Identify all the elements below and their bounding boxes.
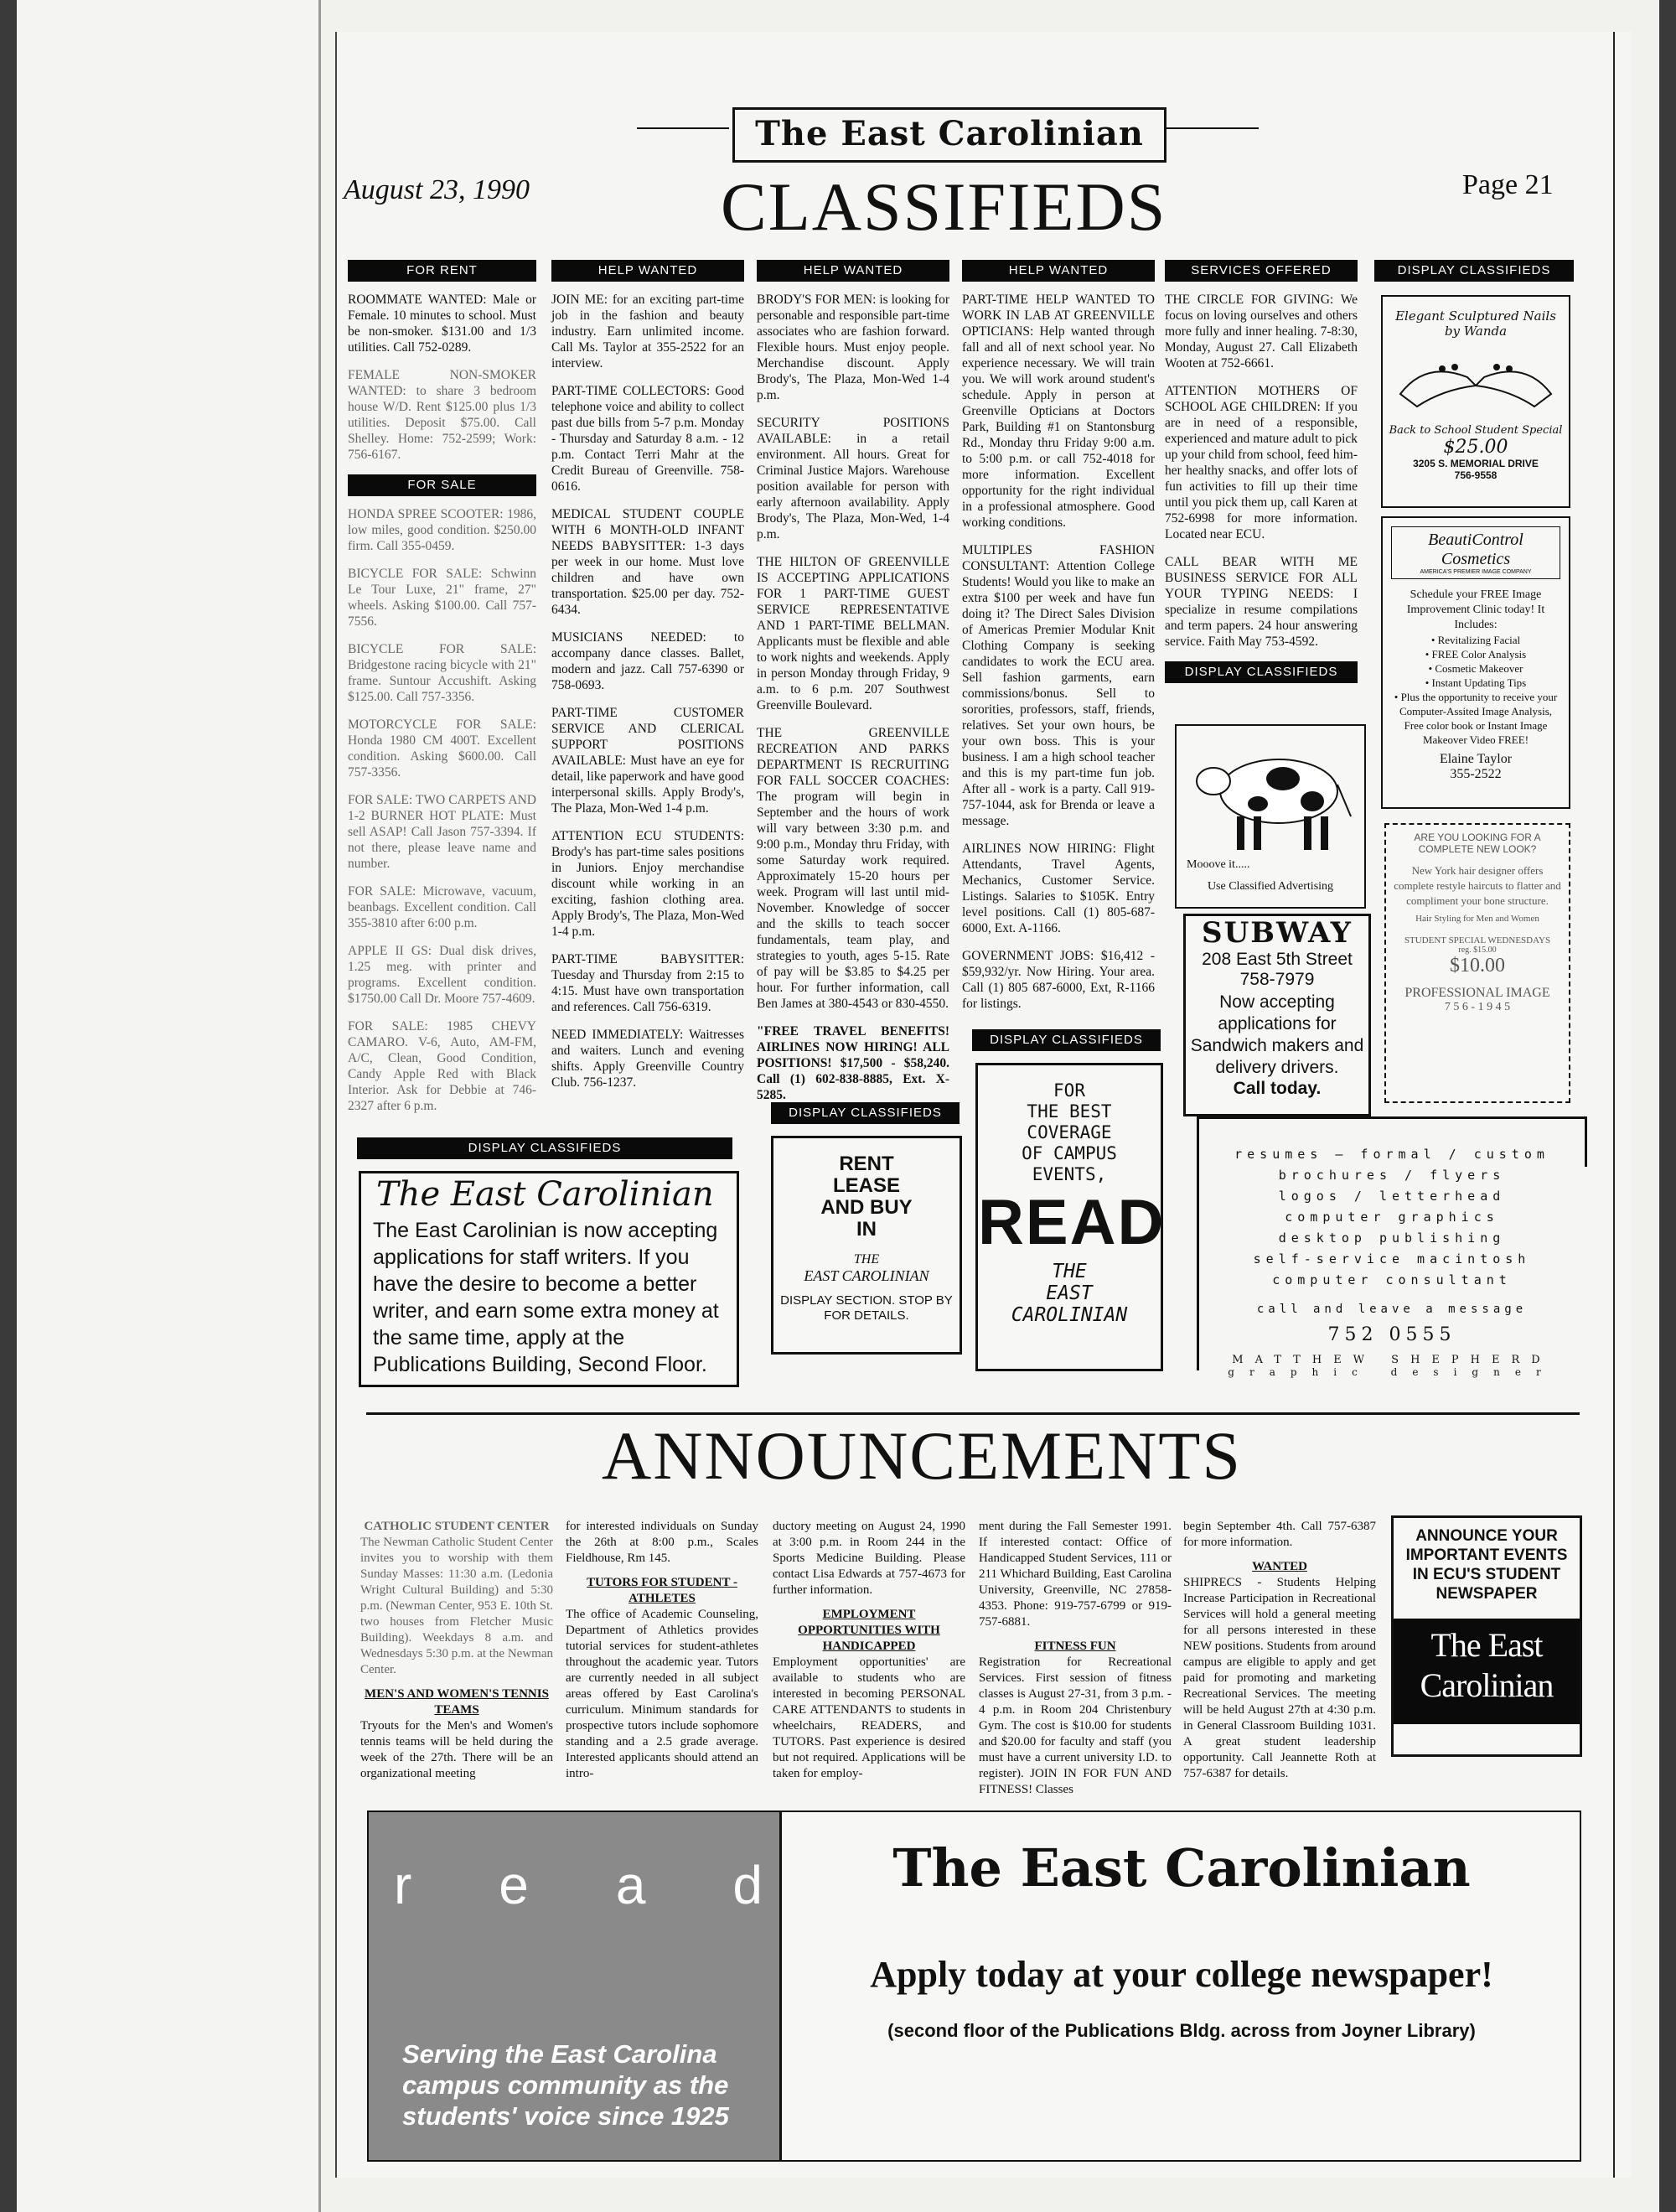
subway-body: Now accepting applications for Sandwich makers and delivery drivers. <box>1190 992 1364 1077</box>
issue-date: August 23, 1990 <box>344 174 530 205</box>
read-letters <box>394 1854 763 1916</box>
nails-ad <box>1381 295 1570 508</box>
bc-list-item: • Revitalizing Facial <box>1430 634 1521 646</box>
announcement-heading: MEN'S AND WOMEN'S TENNIS TEAMS <box>365 1687 549 1717</box>
classified-ad: JOIN ME: for an exciting part-time job in the fashion and beauty industry. Earn unlimited income. Call Ms. Taylor at 355-2522 for an interview. <box>551 293 744 370</box>
section-divider <box>366 1412 1580 1415</box>
nails-special: Back to School Student Special <box>1389 424 1563 437</box>
bc-list-item: • FREE Color Analysis <box>1425 648 1527 660</box>
display-classifieds-label: DISPLAY CLASSIFIEDS <box>357 1137 732 1159</box>
announce-text: ANNOUNCE YOUR IMPORTANT EVENTS IN ECU'S STUDENT NEWSPAPER <box>1405 1527 1568 1603</box>
announcement-column <box>566 1519 758 1790</box>
classified-ad: PART-TIME CUSTOMER SERVICE AND CLERICAL SUPPORT POSITIONS AVAILABLE: Must have an eye for detail, like paperwork and have good interpersonal skills. Apply Brody's, The Plaza, Mon-Wed 1-4 p.m. <box>551 706 744 816</box>
announcement-text: ment during the Fall Semester 1991. If interested contact: Office of Handicapped Student Services, 111 or 211 Whichard Building, East Carolina University, Greenville, NC 27858-4353. Phone: 919-757-6799 or 919-757-6881. <box>979 1520 1172 1629</box>
section-title: CLASSIFIEDS <box>721 168 1167 245</box>
resume-line: brochures / flyers <box>1278 1168 1506 1183</box>
column-for-rent <box>348 260 536 1126</box>
announcement-heading: EMPLOYMENT OPPORTUNITIES WITH HANDICAPPED <box>798 1608 940 1653</box>
classified-ad: THE HILTON OF GREENVILLE IS ACCEPTING APPLICATIONS FOR 1 PART-TIME GUEST SERVICE REPRESENTATIVE AND 1 PART-TIME BELLMAN. Applicants must be flexible and able to work nights and weekends. Apply in person Monday through Friday, 9 a.m. to 6 p.m. 207 Southwest Greenville Boulevard. <box>757 555 949 712</box>
cow-caption-2: Use Classified Advertising <box>1207 880 1334 893</box>
subway-title: SUBWAY <box>1202 916 1353 950</box>
designer-name: MATTHEW SHEPHERD <box>1232 1354 1552 1366</box>
announcement-heading: WANTED <box>1252 1560 1307 1573</box>
bc-list-item: • Instant Updating Tips <box>1425 676 1527 689</box>
bc-list <box>1383 633 1569 747</box>
read-letter: e <box>499 1855 529 1915</box>
announcement-heading: TUTORS FOR STUDENT - ATHLETES <box>587 1576 737 1605</box>
read-panel <box>369 1812 779 2160</box>
classified-ad: FEMALE NON-SMOKER WANTED: to share 3 bedroom house W/D. Rent $125.00 plus 1/3 utilities. Deposit $75.00. Call Shelley. Home: 752-2599; Work: 756-6167. <box>348 368 536 462</box>
announce-logo-line-1: The East <box>1430 1626 1543 1664</box>
nails-by: by Wanda <box>1444 324 1508 339</box>
nails-price: $25.00 <box>1443 437 1508 458</box>
masthead-rule-right <box>1166 127 1259 129</box>
bc-name: Elaine Taylor <box>1439 752 1513 766</box>
look-special: STUDENT SPECIAL WEDNESDAYS <box>1404 935 1551 945</box>
nails-address: 3205 S. MEMORIAL DRIVE <box>1413 458 1539 469</box>
cow-illustration <box>1187 733 1354 858</box>
staff-writers-ad <box>359 1171 739 1387</box>
look-headline: ARE YOU LOOKING FOR A COMPLETE NEW LOOK? <box>1414 831 1541 855</box>
resume-line: logos / letterhead <box>1278 1189 1506 1204</box>
display-classifieds-label: DISPLAY CLASSIFIEDS <box>771 1102 960 1124</box>
section-header: FOR RENT <box>348 260 536 282</box>
footer-where: (second floor of the Publications Bldg. across from Joyner Library) <box>887 2020 1476 2041</box>
best-paper-2: CAROLINIAN <box>1011 1304 1128 1326</box>
classified-ad: CALL BEAR WITH ME BUSINESS SERVICE FOR ALL YOUR TYPING NEEDS: I specialize in resume compilations and term papers. 24 hour answering service. Faith May 753-4592. <box>1165 555 1358 649</box>
rent-line-1: RENT <box>839 1153 894 1175</box>
section-header: DISPLAY CLASSIFIEDS <box>1374 260 1574 282</box>
classified-ad: PART-TIME HELP WANTED TO WORK IN LAB AT GREENVILLE OPTICIANS: Help wanted through fall and all of next school year. No experience necessary. We will train you. We will work around student's schedule. Apply in person at Greenville Opticians at Doctors Park, Building #1 on Stantonsburg Rd., Monday thru Friday 9:00 a.m. to 5:00 p.m. or call 752-4018 for more information. Excellent opportunity for the right individual in a professional atmosphere. Good working conditions. <box>962 293 1155 530</box>
best-line-3: COVERAGE <box>1027 1122 1112 1142</box>
bc-list-item: • Plus the opportunity to receive your Computer-Assited Image Analysis, Free color book or Instant Image Makeover Video FREE! <box>1394 691 1558 746</box>
classified-ad: FOR SALE: 1985 CHEVY CAMARO. V-6, Auto, AM-FM, A/C, Clean, Good Condition, Candy Apple Red with Black Interior. Ask for Debbie at 746-2327 after 6 p.m. <box>348 1019 536 1113</box>
announcement-text: ductory meeting on August 24, 1990 at 3:00 p.m. in Room 244 in the Sports Medicine Building. Please contact Lisa Edwards at 757-4673 for further information. <box>773 1520 965 1597</box>
classified-ad: FOR SALE: Microwave, vacuum, beanbags. Excellent condition. Call 355-3810 after 6:00 p.m. <box>348 884 536 930</box>
announce-logo <box>1394 1619 1580 1724</box>
classified-ad: GOVERNMENT JOBS: $16,412 - $59,932/yr. Now Hiring. Your area. Call (1) 805 687-6000, Ext, R-1166 for listings. <box>962 949 1155 1011</box>
announcement-text: for interested individuals on Sunday the 26th at 8:00 p.m., Scales Fieldhouse, Rm 145. <box>566 1520 758 1565</box>
section-header: HELP WANTED <box>757 260 949 282</box>
beauticontrol-ad <box>1381 516 1570 809</box>
classified-ad: MUSICIANS NEEDED: to accompany dance classes. Ballet, modern and jazz. Call 757-6390 or 758-0693. <box>551 630 744 692</box>
best-paper-1: EAST <box>1046 1282 1093 1304</box>
right-rule <box>1613 32 1615 2178</box>
announcement-column <box>360 1519 553 1790</box>
rent-line-3: AND BUY <box>820 1196 913 1219</box>
announcement-text: Tryouts for the Men's and Women's tennis teams will be held during the week of the 27th. There will be an organizational meeting <box>360 1719 553 1780</box>
classified-ad: PART-TIME BABYSITTER: Tuesday and Thursday from 2:15 to 4:15. Must have own transportation and references. Call 756-6319. <box>551 952 744 1014</box>
page-number: Page 21 <box>1462 169 1554 200</box>
bc-logo <box>1391 526 1560 579</box>
read-letter: d <box>732 1855 763 1915</box>
cow-caption-1: Mooove it..... <box>1187 858 1250 871</box>
best-coverage-ad <box>975 1063 1166 1371</box>
resume-services <box>1199 1144 1585 1291</box>
serving-tagline: Serving the East Carolina campus community as the students' voice since 1925 <box>402 2039 729 2131</box>
resume-line: desktop publishing <box>1278 1230 1506 1246</box>
read-letter: a <box>615 1855 646 1915</box>
best-read: READ <box>978 1187 1166 1258</box>
classified-ad: NEED IMMEDIATELY: Waitresses and waiters. Lunch and evening shifts. Apply Greenville Country Club. 756-1237. <box>551 1028 744 1090</box>
read-letter: r <box>394 1855 412 1915</box>
best-line-5: EVENTS, <box>1032 1164 1107 1184</box>
announcement-heading: CATHOLIC STUDENT CENTER <box>364 1520 550 1533</box>
classified-ad: BRODY'S FOR MEN: is looking for personable and responsible part-time associates who are fashion forward. Flexible hours. Must enjoy people. Merchandise discount. Apply Brody's, The Plaza, Mon-Wed 1-4 p.m. <box>757 293 949 402</box>
classified-ad: "FREE TRAVEL BENEFITS! AIRLINES NOW HIRING! ALL POSITIONS! $17,500 - $58,240. Call (1) 602-838-8885, Ext. X-5285. <box>757 1024 949 1102</box>
section-header: DISPLAY CLASSIFIEDS <box>1165 661 1358 683</box>
masthead: The East Carolinian <box>732 107 1166 163</box>
best-line-4: OF CAMPUS <box>1022 1143 1117 1163</box>
section-header: HELP WANTED <box>551 260 744 282</box>
classified-ad: HONDA SPREE SCOOTER: 1986, low miles, good condition. $250.00 firm. Call 355-0459. <box>348 507 536 553</box>
best-the: THE <box>1052 1261 1087 1282</box>
cow-ad <box>1175 724 1366 909</box>
section-header: SERVICES OFFERED <box>1165 260 1358 282</box>
rent-footer: DISPLAY SECTION. STOP BY FOR DETAILS. <box>780 1293 953 1323</box>
best-line-2: THE BEST <box>1027 1101 1112 1122</box>
announcement-text: The Newman Catholic Student Center invites you to worship with them Sunday Masses: 11:30 a.m. (Ledonia Wright Cultural Building) and 5:30 p.m. (Newman Center, 953 E. 10th St. two houses from Fletcher Music Building). Weekdays 8 a.m. and Wednesdays 5:30 p.m. at the Newman Center. <box>360 1536 553 1676</box>
bc-phone: 355-2522 <box>1450 767 1502 781</box>
look-regular-price: reg. $15.00 <box>1458 945 1497 955</box>
ad-corner-mark <box>1585 1116 1587 1167</box>
nails-title: Elegant Sculptured Nails <box>1395 308 1556 324</box>
look-name: PROFESSIONAL IMAGE <box>1404 986 1550 1000</box>
subway-address: 208 East 5th Street <box>1202 950 1353 969</box>
classified-ad: BICYCLE FOR SALE: Bridgestone racing bicycle with 21" frame. Suntour Accushift. Asking $125.00. Call 757-3356. <box>348 642 536 704</box>
rent-paper: EAST CAROLINIAN <box>804 1267 929 1284</box>
classified-ad: ATTENTION MOTHERS OF SCHOOL AGE CHILDREN: If you are in need of a responsible, experienced and mature adult to pick up your child from school, feed him-her healthy snacks, and offer lots of fun activities to fill up their time until you pick them up, call Karen at 752-6998 for more information. Located near ECU. <box>1165 384 1358 541</box>
section-header: HELP WANTED <box>962 260 1155 282</box>
classified-ad: MEDICAL STUDENT COUPLE WITH 6 MONTH-OLD INFANT NEEDS BABYSITTER: 1-3 days per week in our home. Must love children and have own transportation. $25.00 per day. 752-6434. <box>551 507 744 617</box>
announcement-column <box>773 1519 965 1790</box>
resume-call: call and leave a message <box>1256 1303 1528 1316</box>
bc-subtitle: AMERICA'S PREMIER IMAGE COMPANY <box>1420 569 1532 575</box>
subway-ad <box>1183 914 1371 1116</box>
look-body: New York hair designer offers complete restyle haircuts to flatter and compliment your bone structure. <box>1394 864 1561 907</box>
staff-ad-body: The East Carolinian is now accepting applications for staff writers. If you have the desire to become a better writer, and earn some extra money at the same time, apply at the Publications Building, Second Floor. <box>373 1219 719 1376</box>
rent-line-4: IN <box>856 1218 877 1241</box>
announcement-text: begin September 4th. Call 757-6387 for more information. <box>1183 1520 1376 1549</box>
classified-ad: AIRLINES NOW HIRING: Flight Attendants, Travel Agents, Mechanics, Customer Service. Listings. Salaries to $105K. Entry level positions. Call (1) 805-687-6000, Ext. A-1166. <box>962 842 1155 935</box>
classified-ad: MULTIPLES FASHION CONSULTANT: Attention College Students! Would you like to make an extra $100 per week and have fun doing it? The Direct Sales Division of Americas Premier Modular Knit Clothing Company is seeking candidates to work the ECU area. Sell fashion garments, earn commissions/bonus. Sell to sororities, professors, staff, friends, relatives. Set your own hours, be your own boss. This is your business. I am a high school teacher and this is my part-time fun job. After all - work is a party. Call 919-757-1044, ask for Brenda or leave a message. <box>962 543 1155 828</box>
classified-ad: THE GREENVILLE RECREATION AND PARKS DEPARTMENT IS RECRUITING FOR FALL SOCCER COACHES: The program will begin in September and the hours of work will vary between 3:30 p.m. and 9:00 p.m., Monday thru Friday, with some Saturday work required. Approximately 15-20 hours per week. Program will last until mid-November. Knowledge of soccer and the skills to teach soccer fundamentals, team play, and strategies to youth, ages 5-15. Rate of pay will be $3.85 to $4.25 per hour. For further information, call Ben James at 380-4543 or 830-4550. <box>757 726 949 1011</box>
classified-ad: PART-TIME COLLECTORS: Good telephone voice and ability to collect past due bills from 5-7 p.m. Monday - Thursday and Saturday 8 a.m. - 12 p.m. Contact Terri Mahr at the Credit Bureau of Greenville. 758-0616. <box>551 384 744 494</box>
column-help-wanted-3 <box>962 260 1155 1023</box>
classified-ad: ROOMMATE WANTED: Male or Female. 10 minutes to school. Must be non-smoker. $131.00 and 1/3 utilities. Call 752-0289. <box>348 293 536 355</box>
best-line-1: FOR <box>1053 1080 1085 1101</box>
footer-banner <box>367 1811 1581 2162</box>
classified-ad: MOTORCYCLE FOR SALE: Honda 1980 CM 400T. Excellent condition. Asking $600.00. Call 757-3356. <box>348 717 536 780</box>
announcement-column <box>979 1519 1172 1806</box>
column-services <box>1165 260 1358 693</box>
classified-ad: SECURITY POSITIONS AVAILABLE: in a retail environment. All hours. Great for Criminal Justice Majors. Warehouse position available for person with early afternoon availability. Apply Brody's, The Plaza, Mon-Wed, 1-4 p.m. <box>757 416 949 541</box>
classified-ad: BICYCLE FOR SALE: Schwinn Le Tour Luxe, 21" frame, 27" wheels. Asking $100.00. Call 757-7556. <box>348 567 536 629</box>
resume-line: resumes — formal / custom <box>1234 1147 1549 1162</box>
classified-ad: FOR SALE: TWO CARPETS AND 1-2 BURNER HOT PLATE: Must sell ASAP! Call Jason 757-3394. If not there, please leave name and number. <box>348 793 536 871</box>
resume-line: self-service macintosh <box>1253 1251 1531 1267</box>
classified-ad: ATTENTION ECU STUDENTS: Brody's has part-time sales positions in Juniors. Enjoy merchandise discount while working in an exciting, fashion clothing area. Apply Brody's, The Plaza, Mon-Wed 1-4 p.m. <box>551 829 744 939</box>
announce-events-ad <box>1391 1515 1582 1757</box>
bc-list-item: • Cosmetic Makeover <box>1428 662 1523 675</box>
announce-logo-line-2: Carolinian <box>1420 1666 1554 1704</box>
rent-line-2: LEASE <box>832 1174 900 1197</box>
classified-ad: APPLE II GS: Dual disk drives, 1.25 meg. with printer and programs. Excellent condition. $1750.00 Call Dr. Moore 757-4609. <box>348 944 536 1006</box>
look-styling: Hair Styling for Men and Women <box>1415 914 1539 924</box>
rent-lease-ad <box>771 1136 962 1355</box>
subway-phone: 758-7979 <box>1239 970 1315 989</box>
professional-image-ad <box>1384 823 1570 1103</box>
look-price: $10.00 <box>1450 955 1505 976</box>
column-help-wanted-2 <box>757 260 949 1115</box>
resume-line: computer consultant <box>1272 1272 1512 1287</box>
page-fold-margin <box>17 0 321 2212</box>
hands-illustration <box>1392 344 1560 419</box>
announcement-text: Registration for Recreational Services. First session of fitness classes is August 27-31, from 3 p.m. - 4 p.m. in Room 204 Christenbury Gym. The cost is $10.00 for students and $20.00 for faculty and staff (you must have a current university I.D. to register). JOIN IN FOR FUN AND FITNESS! Classes <box>979 1655 1172 1796</box>
rent-the: THE <box>853 1252 880 1267</box>
announcements-title: ANNOUNCEMENTS <box>602 1417 1242 1494</box>
display-classifieds-label: DISPLAY CLASSIFIEDS <box>972 1029 1161 1051</box>
announcement-text: SHIPRECS - Students Helping Increase Participation in Recreational Services will hold a general meeting for all persons interested in these NEW positions. Students from around campus are eligible to apply and get paid for promoting and marketing Recreational Services. The meeting will be held August 27th at 4:30 p.m. in General Classroom Building 1031. A great student leadership opportunity. Call Jeannette Roth at 757-6387 for details. <box>1183 1576 1376 1780</box>
banner-divider <box>779 1812 782 2160</box>
graphic-designer-ad <box>1197 1116 1585 1378</box>
resume-line: computer graphics <box>1285 1210 1499 1225</box>
resume-phone: 752 0555 <box>1327 1324 1456 1345</box>
section-header: FOR SALE <box>348 474 536 496</box>
staff-ad-title: The East Carolinian <box>376 1175 714 1214</box>
subway-cta: Call today. <box>1233 1079 1322 1098</box>
masthead-rule-left <box>637 127 729 129</box>
column-display-classifieds <box>1374 260 1574 292</box>
announcement-heading: FITNESS FUN <box>1034 1640 1116 1653</box>
nails-phone: 756-9558 <box>1454 469 1498 481</box>
announcement-column <box>1183 1519 1376 1790</box>
footer-paper-name: The East Carolinian <box>892 1837 1471 1899</box>
footer-apply: Apply today at your college newspaper! <box>870 1954 1493 1995</box>
look-phone: 7 5 6 - 1 9 4 5 <box>1444 1001 1511 1013</box>
designer-role: graphic designer <box>1228 1366 1556 1378</box>
classified-ad: THE CIRCLE FOR GIVING: We focus on loving ourselves and others more fully and inner healing. 7-8:30, Monday, August 27. Call Elizabeth Wooten at 752-6661. <box>1165 293 1358 370</box>
announcement-text: Employment opportunities' are available to students who are interested in becoming PERSONAL CARE ATTENDANTS to students in wheelchairs, READERS, and TUTORS. Past experience is desired but not required. Applications will be taken for employ- <box>773 1655 965 1780</box>
column-help-wanted-1 <box>551 260 744 1102</box>
bc-title: BeautiControl Cosmetics <box>1428 531 1523 568</box>
announcement-text: The office of Academic Counseling, Department of Athletics provides tutorial services for student-athletes throughout the academic year. Tutors are currently needed in all subject areas offered by East Carolina's curriculum. Minimum standards for prospective tutors include sophomore standing and a 2.5 grade average. Interested applicants should attend an intro- <box>566 1608 758 1780</box>
bc-intro: Schedule your FREE Image Improvement Clinic today! It Includes: <box>1406 588 1545 631</box>
